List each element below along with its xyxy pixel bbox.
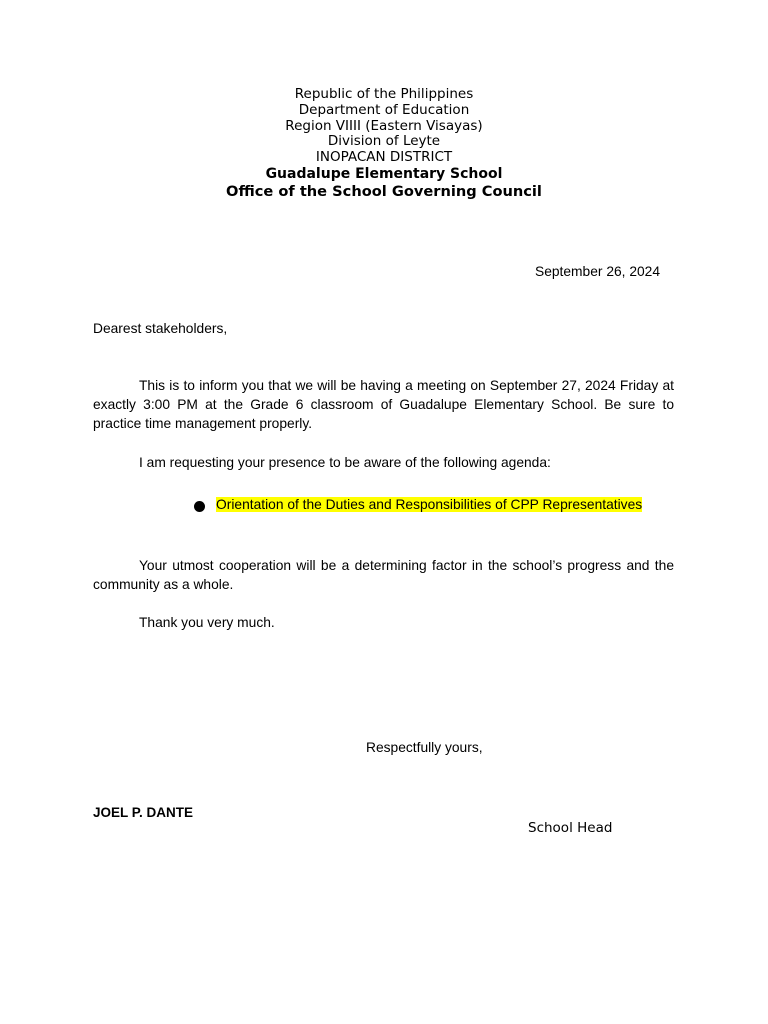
paragraph-meeting-info: This is to inform you that we will be having a meeting on September 27, 2024 Friday at exactly 3:00 PM at the Grade 6 classroom of Guadalupe Elementary School. Be sure to practice time management properly. bbox=[93, 378, 674, 431]
closing: Respectfully yours, bbox=[366, 740, 483, 755]
bullet-icon bbox=[194, 501, 205, 512]
letterhead-department: Department of Education bbox=[298, 101, 470, 118]
agenda-item bbox=[216, 494, 675, 516]
paragraph-request: I am requesting your presence to be aware of the following agenda: bbox=[139, 455, 551, 470]
paragraph-thanks: Thank you very much. bbox=[139, 615, 275, 630]
letterhead-school: Guadalupe Elementary School bbox=[265, 165, 503, 182]
letterhead-office: Office of the School Governing Council bbox=[226, 182, 542, 200]
salutation: Dearest stakeholders, bbox=[93, 321, 228, 336]
letterhead-country: Republic of the Philippines bbox=[294, 86, 474, 102]
signer-position: School Head bbox=[528, 820, 613, 836]
letter-date: September 26, 2024 bbox=[535, 264, 661, 279]
agenda-item-text: Orientation of the Duties and Responsibilities of CPP Representatives bbox=[216, 497, 643, 512]
letterhead-district: INOPACAN DISTRICT bbox=[315, 149, 453, 166]
signer-name: JOEL P. DANTE bbox=[93, 805, 194, 820]
paragraph-cooperation: Your utmost cooperation will be a determining factor in the school’s progress and the community as a whole. bbox=[93, 558, 674, 592]
letterhead-region: Region VIIII (Eastern Visayas) bbox=[285, 117, 483, 134]
agenda-list bbox=[190, 494, 675, 538]
letterhead-division: Division of Leyte bbox=[327, 133, 441, 150]
letterhead bbox=[0, 87, 768, 201]
